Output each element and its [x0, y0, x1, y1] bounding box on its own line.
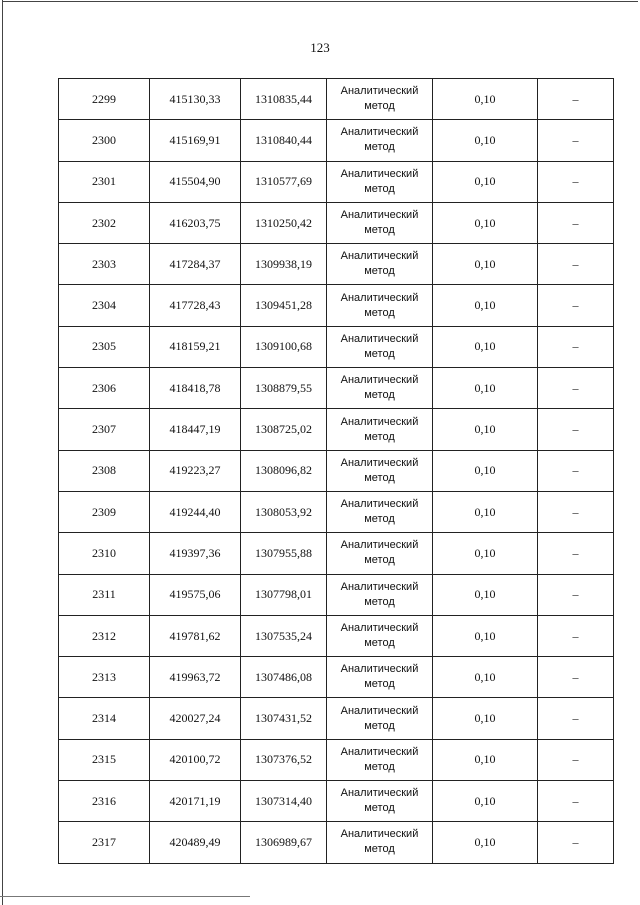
method-label-line1: Аналитический [340, 787, 419, 800]
method-cell [327, 244, 433, 285]
point-number-cell: 2309 [59, 491, 150, 532]
table-row [59, 450, 614, 491]
precision-cell: 0,10 [433, 244, 538, 285]
method-label-line1: Аналитический [340, 415, 419, 428]
x-coordinate-cell: 419575,06 [150, 574, 241, 615]
point-number-cell: 2299 [59, 79, 150, 120]
point-number-cell: 2303 [59, 244, 150, 285]
method-label-line2: метод [364, 141, 395, 154]
method-label-line1: Аналитический [340, 622, 419, 634]
x-coordinate-cell: 415169,91 [150, 120, 241, 161]
method-cell [327, 574, 433, 615]
table-row [59, 368, 614, 409]
note-cell: – [538, 657, 614, 698]
coordinates-table [58, 78, 614, 864]
method-label-line2: метод [364, 843, 395, 856]
point-number-cell: 2302 [59, 202, 150, 243]
table-row [59, 79, 614, 120]
x-coordinate-cell: 420489,49 [150, 822, 241, 863]
note-cell: – [538, 285, 614, 326]
precision-cell: 0,10 [433, 161, 538, 202]
x-coordinate-cell: 417728,43 [150, 285, 241, 326]
x-coordinate-cell: 418447,19 [150, 409, 241, 450]
y-coordinate-cell: 1307376,52 [241, 739, 327, 780]
note-cell: – [538, 533, 614, 574]
note-cell: – [538, 739, 614, 780]
y-coordinate-cell: 1307955,88 [241, 533, 327, 574]
precision-cell: 0,10 [433, 491, 538, 532]
y-coordinate-cell: 1310840,44 [241, 120, 327, 161]
point-number-cell: 2307 [59, 409, 150, 450]
method-label-line1: Аналитический [340, 209, 419, 222]
y-coordinate-cell: 1308725,02 [241, 409, 327, 450]
x-coordinate-cell: 415504,90 [150, 161, 241, 202]
page-footer-rule [0, 896, 250, 897]
y-coordinate-cell: 1310577,69 [241, 161, 327, 202]
method-label-line2: метод [364, 182, 395, 195]
method-cell [327, 202, 433, 243]
table-row [59, 202, 614, 243]
precision-cell: 0,10 [433, 657, 538, 698]
method-label-line2: метод [364, 265, 395, 278]
table-row [59, 533, 614, 574]
point-number-cell: 2306 [59, 368, 150, 409]
method-label-line1: Аналитический [340, 498, 419, 511]
table-row [59, 739, 614, 780]
method-label-line1: Аналитический [340, 126, 419, 139]
x-coordinate-cell: 419397,36 [150, 533, 241, 574]
precision-cell: 0,10 [433, 822, 538, 863]
method-label-line2: метод [364, 471, 395, 484]
method-cell [327, 781, 433, 822]
method-label-line2: метод [364, 513, 395, 526]
method-label-line1: Аналитический [340, 745, 419, 758]
point-number-cell: 2314 [59, 698, 150, 739]
x-coordinate-cell: 420171,19 [150, 781, 241, 822]
method-label-line1: Аналитический [340, 539, 419, 552]
method-label-line1: Аналитический [340, 250, 419, 263]
x-coordinate-cell: 416203,75 [150, 202, 241, 243]
note-cell: – [538, 326, 614, 367]
method-cell [327, 739, 433, 780]
method-label-line2: метод [364, 100, 395, 113]
note-cell: – [538, 450, 614, 491]
note-cell: – [538, 698, 614, 739]
method-label-line2: метод [364, 678, 395, 691]
x-coordinate-cell: 418159,21 [150, 326, 241, 367]
method-cell [327, 698, 433, 739]
method-cell [327, 79, 433, 120]
precision-cell: 0,10 [433, 574, 538, 615]
method-cell [327, 120, 433, 161]
method-label-line2: метод [364, 595, 395, 608]
point-number-cell: 2312 [59, 615, 150, 656]
method-label-line2: метод [364, 719, 395, 732]
x-coordinate-cell: 419781,62 [150, 615, 241, 656]
table-row [59, 615, 614, 656]
precision-cell: 0,10 [433, 326, 538, 367]
y-coordinate-cell: 1309451,28 [241, 285, 327, 326]
method-cell [327, 285, 433, 326]
x-coordinate-cell: 419244,40 [150, 491, 241, 532]
y-coordinate-cell: 1307314,40 [241, 781, 327, 822]
method-label-line1: Аналитический [340, 167, 419, 180]
table-row [59, 574, 614, 615]
table-row [59, 244, 614, 285]
method-cell [327, 450, 433, 491]
table-row [59, 409, 614, 450]
y-coordinate-cell: 1310835,44 [241, 79, 327, 120]
note-cell: – [538, 615, 614, 656]
method-label-line1: Аналитический [340, 580, 419, 593]
note-cell: – [538, 822, 614, 863]
note-cell: – [538, 161, 614, 202]
x-coordinate-cell: 420100,72 [150, 739, 241, 780]
y-coordinate-cell: 1309100,68 [241, 326, 327, 367]
point-number-cell: 2310 [59, 533, 150, 574]
x-coordinate-cell: 417284,37 [150, 244, 241, 285]
precision-cell: 0,10 [433, 409, 538, 450]
note-cell: – [538, 120, 614, 161]
method-label-line2: метод [364, 224, 395, 237]
y-coordinate-cell: 1307431,52 [241, 698, 327, 739]
method-cell [327, 822, 433, 863]
y-coordinate-cell: 1307486,08 [241, 657, 327, 698]
precision-cell: 0,10 [433, 739, 538, 780]
method-cell [327, 657, 433, 698]
note-cell: – [538, 244, 614, 285]
method-cell [327, 326, 433, 367]
table-row [59, 657, 614, 698]
method-cell [327, 615, 433, 656]
y-coordinate-cell: 1307535,24 [241, 615, 327, 656]
point-number-cell: 2305 [59, 326, 150, 367]
method-label-line2: метод [364, 554, 395, 567]
method-label-line2: метод [364, 637, 395, 649]
precision-cell: 0,10 [433, 533, 538, 574]
precision-cell: 0,10 [433, 615, 538, 656]
point-number-cell: 2301 [59, 161, 150, 202]
method-label-line2: метод [364, 430, 395, 443]
point-number-cell: 2317 [59, 822, 150, 863]
method-label-line1: Аналитический [340, 456, 419, 469]
method-cell [327, 368, 433, 409]
y-coordinate-cell: 1306989,67 [241, 822, 327, 863]
method-label-line2: метод [364, 802, 395, 815]
note-cell: – [538, 202, 614, 243]
method-cell [327, 533, 433, 574]
table-row [59, 491, 614, 532]
x-coordinate-cell: 415130,33 [150, 79, 241, 120]
point-number-cell: 2313 [59, 657, 150, 698]
precision-cell: 0,10 [433, 120, 538, 161]
table-row [59, 120, 614, 161]
method-label-line2: метод [364, 760, 395, 773]
precision-cell: 0,10 [433, 368, 538, 409]
point-number-cell: 2308 [59, 450, 150, 491]
y-coordinate-cell: 1309938,19 [241, 244, 327, 285]
point-number-cell: 2304 [59, 285, 150, 326]
x-coordinate-cell: 419963,72 [150, 657, 241, 698]
precision-cell: 0,10 [433, 202, 538, 243]
x-coordinate-cell: 418418,78 [150, 368, 241, 409]
method-label-line2: метод [364, 306, 395, 319]
point-number-cell: 2315 [59, 739, 150, 780]
method-label-line1: Аналитический [340, 332, 419, 345]
note-cell: – [538, 574, 614, 615]
method-label-line1: Аналитический [340, 374, 419, 387]
table-row [59, 326, 614, 367]
y-coordinate-cell: 1308053,92 [241, 491, 327, 532]
x-coordinate-cell: 420027,24 [150, 698, 241, 739]
x-coordinate-cell: 419223,27 [150, 450, 241, 491]
y-coordinate-cell: 1307798,01 [241, 574, 327, 615]
page-border-left [2, 0, 3, 905]
method-label-line1: Аналитический [340, 704, 419, 717]
table-row [59, 285, 614, 326]
method-label-line1: Аналитический [340, 291, 419, 304]
page-border-top [2, 1, 638, 2]
y-coordinate-cell: 1308879,55 [241, 368, 327, 409]
method-cell [327, 491, 433, 532]
method-label-line2: метод [364, 389, 395, 402]
table-row [59, 161, 614, 202]
method-label-line1: Аналитический [340, 85, 419, 98]
precision-cell: 0,10 [433, 781, 538, 822]
point-number-cell: 2316 [59, 781, 150, 822]
method-label-line1: Аналитический [340, 828, 419, 841]
note-cell: – [538, 491, 614, 532]
table-row [59, 822, 614, 863]
point-number-cell: 2300 [59, 120, 150, 161]
point-number-cell: 2311 [59, 574, 150, 615]
precision-cell: 0,10 [433, 285, 538, 326]
table-body [59, 79, 614, 864]
method-label-line2: метод [364, 347, 395, 360]
page-number: 123 [310, 40, 330, 55]
precision-cell: 0,10 [433, 79, 538, 120]
note-cell: – [538, 79, 614, 120]
table-row [59, 698, 614, 739]
table-row [59, 781, 614, 822]
note-cell: – [538, 368, 614, 409]
y-coordinate-cell: 1310250,42 [241, 202, 327, 243]
method-label-line1: Аналитический [340, 663, 419, 676]
precision-cell: 0,10 [433, 698, 538, 739]
method-cell [327, 161, 433, 202]
note-cell: – [538, 781, 614, 822]
note-cell: – [538, 409, 614, 450]
precision-cell: 0,10 [433, 450, 538, 491]
method-cell [327, 409, 433, 450]
y-coordinate-cell: 1308096,82 [241, 450, 327, 491]
